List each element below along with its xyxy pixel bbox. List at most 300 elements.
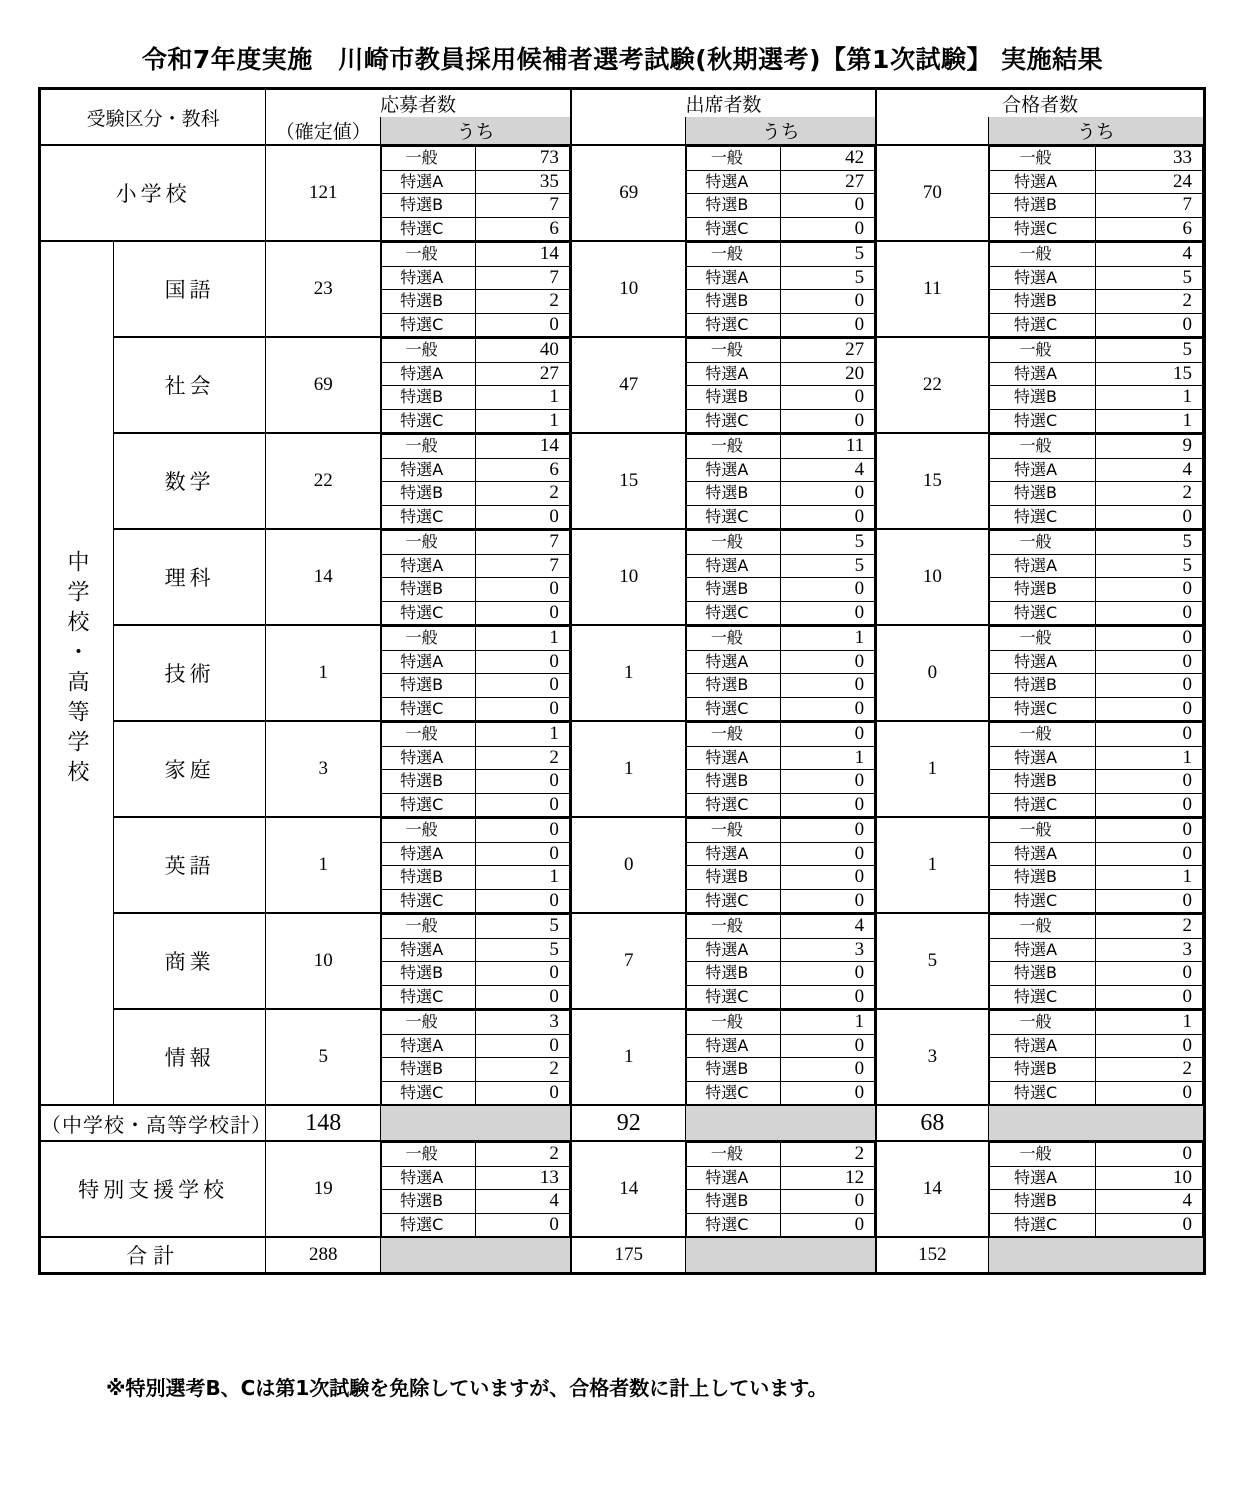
breakdown-label: 特選A [382, 170, 476, 194]
breakdown-label: 一般 [687, 435, 781, 459]
breakdown-label: 特選C [382, 409, 476, 432]
cell-applied-elementary: 121 [266, 145, 381, 241]
breakdown-label: 特選B [382, 962, 476, 986]
breakdown-label: 一般 [687, 915, 781, 939]
breakdown-label: 特選A [382, 554, 476, 578]
breakdown-label: 一般 [687, 1011, 781, 1035]
breakdown-value: 0 [1096, 578, 1203, 602]
footnote: ※特別選考B、Cは第1次試験を免除していますが、合格者数に計上しています。 [106, 1376, 828, 1400]
breakdown-label: 特選B [989, 962, 1096, 986]
breakdown-value: 0 [1096, 697, 1203, 720]
breakdown-value: 5 [476, 915, 570, 939]
breakdown-label: 特選B [687, 866, 781, 890]
breakdown-label: 特選B [687, 482, 781, 506]
breakdown-passed-sugaku [988, 433, 1204, 529]
cell-applied-special: 19 [266, 1141, 381, 1237]
breakdown-value: 0 [1096, 962, 1203, 986]
breakdown-value: 42 [781, 147, 875, 171]
breakdown-value: 0 [781, 386, 875, 410]
breakdown-value: 3 [781, 938, 875, 962]
breakdown-value: 14 [476, 435, 570, 459]
cell-passed-katei: 1 [876, 721, 988, 817]
breakdown-label: 一般 [989, 819, 1096, 843]
breakdown-value: 0 [476, 313, 570, 336]
breakdown-value: 2 [476, 746, 570, 770]
breakdown-value: 4 [476, 1190, 570, 1214]
breakdown-value: 1 [781, 627, 875, 651]
breakdown-label: 一般 [382, 147, 476, 171]
breakdown-value: 1 [476, 866, 570, 890]
breakdown-label: 特選C [382, 505, 476, 528]
breakdown-label: 特選A [382, 650, 476, 674]
breakdown-label: 特選B [687, 674, 781, 698]
breakdown-label: 一般 [687, 243, 781, 267]
cell-passed-total: 152 [876, 1237, 988, 1273]
cell-attended-special: 14 [571, 1141, 686, 1237]
breakdown-attended-shakai [686, 337, 876, 433]
breakdown-label: 特選C [989, 889, 1096, 912]
breakdown-label: 特選A [382, 458, 476, 482]
breakdown-value: 15 [1096, 362, 1203, 386]
breakdown-value: 7 [476, 266, 570, 290]
breakdown-label: 特選C [989, 697, 1096, 720]
breakdown-label: 特選A [382, 1166, 476, 1190]
breakdown-label: 一般 [382, 723, 476, 747]
breakdown-label: 特選A [687, 554, 781, 578]
cell-applied-joho: 5 [266, 1009, 381, 1105]
blank-attended-total [686, 1237, 876, 1273]
breakdown-label: 一般 [382, 339, 476, 363]
breakdown-passed-elementary [988, 145, 1204, 241]
breakdown-label: 特選C [687, 889, 781, 912]
breakdown-value: 0 [781, 1034, 875, 1058]
cell-passed-subtotal: 68 [876, 1105, 988, 1141]
breakdown-label: 特選C [989, 1213, 1096, 1236]
breakdown-value: 0 [1096, 1034, 1203, 1058]
row-label-joho: 情報 [114, 1009, 266, 1105]
breakdown-label: 一般 [989, 147, 1096, 171]
row-label-shogyo: 商業 [114, 913, 266, 1009]
breakdown-value: 0 [1096, 1143, 1203, 1167]
breakdown-label: 特選C [687, 505, 781, 528]
blank-applied-subtotal [381, 1105, 571, 1141]
breakdown-value: 0 [1096, 889, 1203, 912]
breakdown-label: 特選B [989, 674, 1096, 698]
breakdown-value: 0 [781, 842, 875, 866]
breakdown-value: 0 [781, 290, 875, 314]
breakdown-label: 特選B [989, 866, 1096, 890]
breakdown-label: 特選A [382, 362, 476, 386]
row-label-total: 合計 [40, 1237, 266, 1273]
breakdown-value: 0 [1096, 793, 1203, 816]
cell-attended-joho: 1 [571, 1009, 686, 1105]
breakdown-attended-joho [686, 1009, 876, 1105]
cell-applied-shakai: 69 [266, 337, 381, 433]
breakdown-value: 0 [476, 819, 570, 843]
breakdown-value: 0 [1096, 985, 1203, 1008]
breakdown-value: 2 [1096, 915, 1203, 939]
section-label-junior-senior: 中学校・高等学校 [40, 241, 114, 1105]
breakdown-label: 特選B [382, 386, 476, 410]
page-title: 令和7年度実施 川崎市教員採用候補者選考試験(秋期選考)【第1次試験】 実施結果 [141, 45, 1104, 74]
breakdown-label: 特選C [382, 313, 476, 336]
breakdown-label: 一般 [687, 1143, 781, 1167]
row-label-elementary: 小学校 [40, 145, 266, 241]
breakdown-label: 一般 [382, 531, 476, 555]
breakdown-label: 一般 [989, 723, 1096, 747]
row-label-gijutsu: 技術 [114, 625, 266, 721]
table-row [40, 433, 1205, 529]
breakdown-value: 0 [476, 697, 570, 720]
breakdown-label: 特選B [989, 482, 1096, 506]
breakdown-value: 4 [781, 915, 875, 939]
breakdown-value: 2 [781, 1143, 875, 1167]
breakdown-label: 一般 [687, 339, 781, 363]
breakdown-value: 1 [476, 627, 570, 651]
cell-passed-shakai: 22 [876, 337, 988, 433]
breakdown-value: 11 [781, 435, 875, 459]
breakdown-applied-joho [381, 1009, 571, 1105]
breakdown-attended-gijutsu [686, 625, 876, 721]
breakdown-label: 特選C [382, 985, 476, 1008]
breakdown-value: 0 [476, 1034, 570, 1058]
breakdown-applied-gijutsu [381, 625, 571, 721]
breakdown-label: 一般 [382, 627, 476, 651]
breakdown-label: 特選A [687, 170, 781, 194]
breakdown-label: 特選B [687, 578, 781, 602]
breakdown-label: 特選C [687, 217, 781, 240]
breakdown-value: 5 [1096, 266, 1203, 290]
breakdown-label: 特選C [989, 505, 1096, 528]
breakdown-value: 5 [781, 554, 875, 578]
table-row-total [40, 1237, 1205, 1273]
table-row [40, 241, 1205, 337]
breakdown-value: 4 [781, 458, 875, 482]
breakdown-passed-gijutsu [988, 625, 1204, 721]
cell-attended-shogyo: 7 [571, 913, 686, 1009]
breakdown-label: 特選C [687, 313, 781, 336]
breakdown-label: 特選B [382, 1058, 476, 1082]
breakdown-value: 0 [476, 770, 570, 794]
breakdown-value: 0 [1096, 819, 1203, 843]
breakdown-value: 2 [1096, 1058, 1203, 1082]
breakdown-value: 0 [781, 1213, 875, 1236]
breakdown-label: 一般 [687, 819, 781, 843]
breakdown-applied-special [381, 1141, 571, 1237]
breakdown-label: 特選A [989, 458, 1096, 482]
breakdown-value: 1 [476, 386, 570, 410]
cell-attended-gijutsu: 1 [571, 625, 686, 721]
breakdown-label: 特選A [687, 362, 781, 386]
cell-passed-eigo: 1 [876, 817, 988, 913]
breakdown-value: 73 [476, 147, 570, 171]
breakdown-label: 特選B [989, 770, 1096, 794]
breakdown-value: 0 [476, 1213, 570, 1236]
breakdown-label: 一般 [989, 243, 1096, 267]
breakdown-value: 0 [1096, 1081, 1203, 1104]
breakdown-passed-eigo [988, 817, 1204, 913]
breakdown-passed-joho [988, 1009, 1204, 1105]
breakdown-applied-rika [381, 529, 571, 625]
breakdown-value: 5 [1096, 554, 1203, 578]
cell-passed-kokugo: 11 [876, 241, 988, 337]
breakdown-applied-eigo [381, 817, 571, 913]
breakdown-value: 0 [781, 819, 875, 843]
breakdown-label: 特選C [989, 409, 1096, 432]
breakdown-label: 特選B [382, 674, 476, 698]
breakdown-label: 一般 [382, 819, 476, 843]
cell-attended-kokugo: 10 [571, 241, 686, 337]
breakdown-value: 0 [476, 674, 570, 698]
breakdown-attended-eigo [686, 817, 876, 913]
breakdown-label: 特選C [382, 889, 476, 912]
cell-applied-gijutsu: 1 [266, 625, 381, 721]
breakdown-label: 一般 [382, 243, 476, 267]
breakdown-value: 0 [476, 793, 570, 816]
breakdown-label: 一般 [989, 339, 1096, 363]
breakdown-label: 特選B [382, 482, 476, 506]
table-row [40, 1141, 1205, 1237]
breakdown-value: 2 [1096, 290, 1203, 314]
breakdown-label: 特選C [382, 601, 476, 624]
breakdown-label: 一般 [382, 1143, 476, 1167]
breakdown-value: 0 [781, 505, 875, 528]
cell-applied-sugaku: 22 [266, 433, 381, 529]
row-label-rika: 理科 [114, 529, 266, 625]
breakdown-value: 0 [476, 985, 570, 1008]
cell-attended-shakai: 47 [571, 337, 686, 433]
breakdown-value: 5 [781, 531, 875, 555]
breakdown-attended-special [686, 1141, 876, 1237]
breakdown-label: 特選A [989, 1166, 1096, 1190]
breakdown-value: 7 [1096, 194, 1203, 218]
header-group-applied: 応募者数 [266, 89, 571, 118]
breakdown-label: 特選A [382, 746, 476, 770]
blank-passed-total [988, 1237, 1204, 1273]
breakdown-label: 特選C [687, 985, 781, 1008]
breakdown-label: 特選B [687, 1058, 781, 1082]
breakdown-value: 10 [1096, 1166, 1203, 1190]
breakdown-value: 0 [781, 793, 875, 816]
cell-attended-katei: 1 [571, 721, 686, 817]
breakdown-value: 0 [1096, 650, 1203, 674]
blank-applied-total [381, 1237, 571, 1273]
header-blank-passed [876, 117, 988, 145]
breakdown-value: 12 [781, 1166, 875, 1190]
header-category: 受験区分・教科 [40, 89, 266, 146]
breakdown-label: 特選C [687, 1213, 781, 1236]
breakdown-label: 特選C [382, 1081, 476, 1104]
breakdown-value: 0 [781, 1190, 875, 1214]
breakdown-label: 特選B [687, 194, 781, 218]
breakdown-value: 0 [1096, 842, 1203, 866]
breakdown-value: 7 [476, 531, 570, 555]
breakdown-value: 0 [781, 723, 875, 747]
breakdown-label: 特選A [382, 938, 476, 962]
breakdown-value: 20 [781, 362, 875, 386]
breakdown-value: 0 [476, 889, 570, 912]
breakdown-value: 0 [781, 985, 875, 1008]
breakdown-value: 0 [1096, 601, 1203, 624]
breakdown-label: 一般 [989, 1011, 1096, 1035]
breakdown-label: 特選B [382, 578, 476, 602]
breakdown-value: 0 [781, 313, 875, 336]
breakdown-value: 0 [781, 962, 875, 986]
breakdown-label: 一般 [687, 627, 781, 651]
breakdown-value: 1 [781, 1011, 875, 1035]
header-group-attended: 出席者数 [571, 89, 876, 118]
breakdown-label: 一般 [989, 435, 1096, 459]
cell-applied-eigo: 1 [266, 817, 381, 913]
breakdown-label: 特選C [382, 217, 476, 240]
breakdown-value: 0 [476, 578, 570, 602]
breakdown-label: 特選B [382, 770, 476, 794]
breakdown-value: 2 [476, 1058, 570, 1082]
breakdown-passed-shogyo [988, 913, 1204, 1009]
breakdown-value: 7 [476, 194, 570, 218]
breakdown-value: 6 [1096, 217, 1203, 240]
cell-attended-eigo: 0 [571, 817, 686, 913]
breakdown-value: 13 [476, 1166, 570, 1190]
breakdown-passed-kokugo [988, 241, 1204, 337]
breakdown-value: 0 [476, 601, 570, 624]
breakdown-attended-sugaku [686, 433, 876, 529]
breakdown-label: 特選A [989, 362, 1096, 386]
cell-attended-subtotal: 92 [571, 1105, 686, 1141]
cell-applied-total: 288 [266, 1237, 381, 1273]
breakdown-label: 特選B [989, 1058, 1096, 1082]
breakdown-value: 0 [781, 650, 875, 674]
breakdown-label: 一般 [382, 915, 476, 939]
breakdown-value: 2 [476, 1143, 570, 1167]
cell-applied-katei: 3 [266, 721, 381, 817]
breakdown-value: 2 [476, 290, 570, 314]
breakdown-attended-kokugo [686, 241, 876, 337]
breakdown-value: 1 [476, 409, 570, 432]
breakdown-value: 0 [1096, 723, 1203, 747]
breakdown-label: 特選A [687, 458, 781, 482]
breakdown-label: 一般 [687, 531, 781, 555]
header-uchi-attended: うち [686, 117, 876, 145]
row-label-subtotal: （中学校・高等学校計） [40, 1105, 266, 1141]
cell-attended-sugaku: 15 [571, 433, 686, 529]
breakdown-value: 2 [476, 482, 570, 506]
table-row [40, 337, 1205, 433]
breakdown-value: 27 [781, 170, 875, 194]
cell-applied-subtotal: 148 [266, 1105, 381, 1141]
table-row [40, 913, 1205, 1009]
breakdown-value: 1 [1096, 1011, 1203, 1035]
breakdown-value: 5 [781, 266, 875, 290]
cell-passed-gijutsu: 0 [876, 625, 988, 721]
breakdown-label: 特選B [687, 1190, 781, 1214]
blank-attended-subtotal [686, 1105, 876, 1141]
breakdown-value: 0 [781, 578, 875, 602]
breakdown-value: 3 [476, 1011, 570, 1035]
breakdown-label: 特選B [382, 194, 476, 218]
breakdown-label: 特選A [687, 842, 781, 866]
breakdown-label: 一般 [382, 435, 476, 459]
breakdown-applied-katei [381, 721, 571, 817]
breakdown-attended-rika [686, 529, 876, 625]
breakdown-applied-kokugo [381, 241, 571, 337]
breakdown-value: 5 [1096, 339, 1203, 363]
cell-passed-elementary: 70 [876, 145, 988, 241]
breakdown-label: 特選A [989, 842, 1096, 866]
breakdown-value: 0 [1096, 1213, 1203, 1236]
breakdown-value: 0 [781, 697, 875, 720]
breakdown-label: 特選B [989, 290, 1096, 314]
breakdown-label: 特選C [989, 793, 1096, 816]
breakdown-label: 特選B [989, 1190, 1096, 1214]
breakdown-label: 特選A [989, 554, 1096, 578]
cell-applied-kokugo: 23 [266, 241, 381, 337]
row-label-special: 特別支援学校 [40, 1141, 266, 1237]
breakdown-value: 0 [1096, 313, 1203, 336]
breakdown-label: 特選C [687, 601, 781, 624]
breakdown-label: 特選C [687, 697, 781, 720]
breakdown-label: 特選B [382, 290, 476, 314]
breakdown-label: 特選A [382, 266, 476, 290]
breakdown-label: 特選B [687, 962, 781, 986]
cell-attended-elementary: 69 [571, 145, 686, 241]
cell-attended-rika: 10 [571, 529, 686, 625]
breakdown-label: 特選C [382, 697, 476, 720]
cell-passed-special: 14 [876, 1141, 988, 1237]
table-row [40, 1009, 1205, 1105]
table-row [40, 625, 1205, 721]
table-header-row-1 [40, 89, 1205, 118]
breakdown-value: 0 [476, 1081, 570, 1104]
table-row [40, 529, 1205, 625]
breakdown-value: 0 [781, 482, 875, 506]
row-label-shakai: 社会 [114, 337, 266, 433]
breakdown-label: 特選A [687, 1166, 781, 1190]
breakdown-label: 一般 [989, 627, 1096, 651]
breakdown-value: 0 [1096, 674, 1203, 698]
breakdown-applied-shakai [381, 337, 571, 433]
breakdown-value: 0 [781, 889, 875, 912]
breakdown-label: 特選B [382, 1190, 476, 1214]
breakdown-label: 一般 [989, 531, 1096, 555]
breakdown-value: 4 [1096, 458, 1203, 482]
breakdown-label: 特選A [989, 938, 1096, 962]
breakdown-value: 14 [476, 243, 570, 267]
breakdown-label: 一般 [382, 1011, 476, 1035]
breakdown-value: 24 [1096, 170, 1203, 194]
row-label-katei: 家庭 [114, 721, 266, 817]
breakdown-value: 2 [1096, 482, 1203, 506]
breakdown-attended-shogyo [686, 913, 876, 1009]
table-row [40, 721, 1205, 817]
breakdown-label: 特選C [687, 1081, 781, 1104]
breakdown-value: 6 [476, 458, 570, 482]
breakdown-label: 特選B [989, 386, 1096, 410]
breakdown-label: 特選B [989, 194, 1096, 218]
breakdown-value: 0 [476, 650, 570, 674]
breakdown-label: 特選A [687, 650, 781, 674]
breakdown-attended-elementary [686, 145, 876, 241]
breakdown-value: 27 [781, 339, 875, 363]
breakdown-label: 特選A [687, 1034, 781, 1058]
row-label-sugaku: 数学 [114, 433, 266, 529]
breakdown-value: 0 [1096, 770, 1203, 794]
breakdown-label: 特選C [382, 1213, 476, 1236]
breakdown-label: 特選C [687, 793, 781, 816]
breakdown-value: 0 [781, 409, 875, 432]
breakdown-value: 0 [781, 770, 875, 794]
breakdown-label: 特選B [687, 290, 781, 314]
